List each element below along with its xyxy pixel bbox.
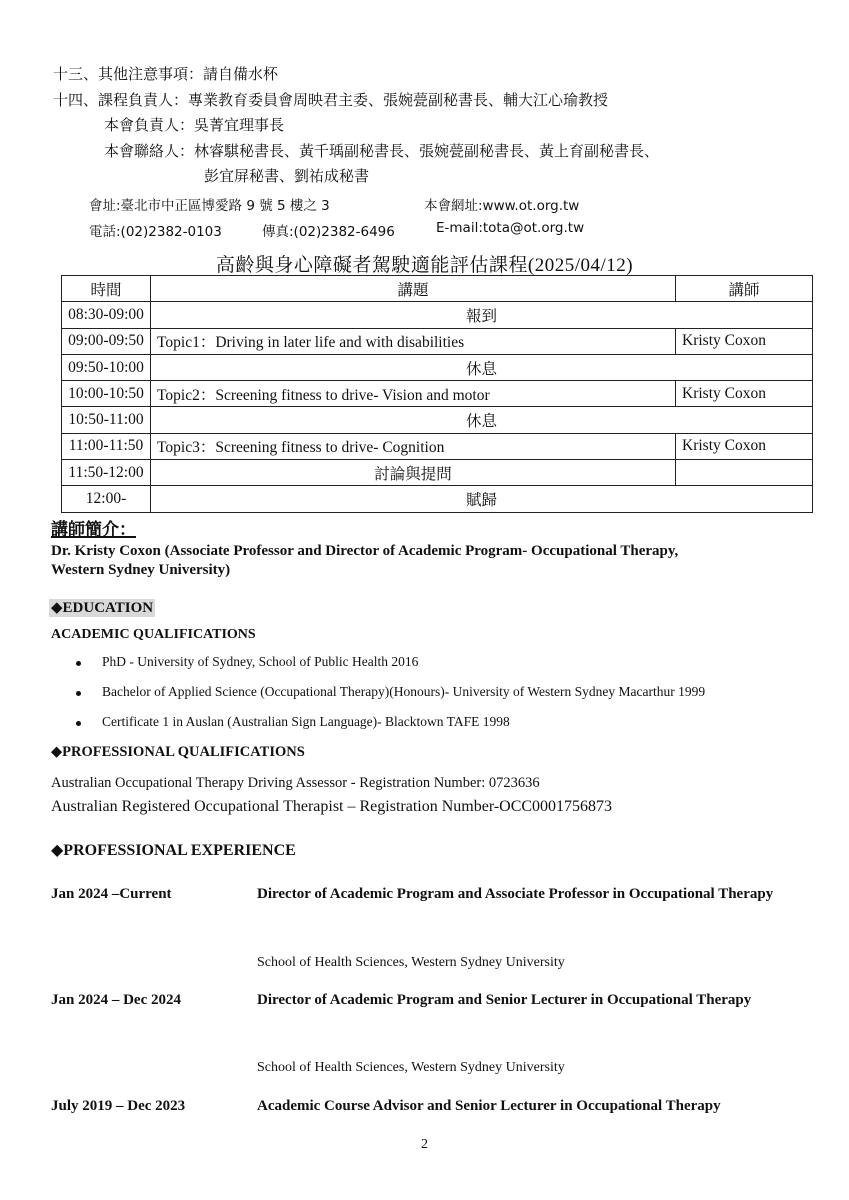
row-topic: 賦歸 [151, 486, 813, 512]
notice-item-13: 十三、其他注意事項：請自備水杯 [53, 67, 279, 83]
registration-ot: Australian Registered Occupational Therapist – Registration Number-OCC0001756873 [51, 798, 613, 815]
row-time: 11:50-12:00 [62, 460, 151, 486]
contact-persons-line1: 本會聯絡人：林睿騏秘書長、黃千瑀副秘書長、張婉甍副秘書長、黃上育副秘書長、 [104, 144, 660, 160]
professional-experience-heading: ◆PROFESSIONAL EXPERIENCE [51, 842, 296, 859]
list-item [76, 654, 705, 684]
header-time: 時間 [62, 276, 151, 302]
email: E-mail:tota@ot.org.tw [436, 220, 585, 236]
table-row [62, 381, 813, 407]
experience-date: Jan 2024 – Dec 2024 [51, 992, 181, 1008]
table-row [62, 460, 813, 486]
registration-driving-assessor: Australian Occupational Therapy Driving Assessor - Registration Number: 0723636 [51, 775, 540, 791]
header-lecturer: 講師 [676, 276, 813, 302]
bullet-icon [76, 661, 81, 666]
row-time: 12:00- [62, 486, 151, 512]
qualification-text: Bachelor of Applied Science (Occupational Therapy)(Honours)- University of Western Sydney Macarthur 1999 [102, 684, 706, 699]
row-topic: 休息 [151, 354, 813, 380]
row-lecturer: Kristy Coxon [676, 381, 813, 407]
experience-title: Director of Academic Program and Senior Lecturer in Occupational Therapy [257, 992, 752, 1008]
experience-org: School of Health Sciences, Western Sydney University [257, 955, 565, 970]
lecturer-section-title: 講師簡介： [51, 520, 136, 539]
experience-date: July 2019 – Dec 2023 [51, 1098, 186, 1114]
experience-date: Jan 2024 –Current [51, 886, 172, 902]
row-time: 10:50-11:00 [62, 407, 151, 433]
row-time: 08:30-09:00 [62, 302, 151, 328]
qualification-text: Certificate 1 in Auslan (Australian Sign Language)- Blacktown TAFE 1998 [102, 714, 510, 729]
row-topic: 報到 [151, 302, 813, 328]
table-row [62, 302, 813, 328]
fax: 傳真:(02)2382-6496 [262, 224, 395, 240]
table-row [62, 433, 813, 459]
list-item [76, 714, 705, 744]
qualification-text: PhD - University of Sydney, School of Public Health 2016 [102, 654, 419, 669]
header-topic: 講題 [151, 276, 676, 302]
address: 會址:臺北市中正區博愛路 9 號 5 樓之 3 [89, 198, 330, 214]
row-time: 10:00-10:50 [62, 381, 151, 407]
website: 本會網址:www.ot.org.tw [424, 198, 580, 214]
row-lecturer [676, 460, 813, 486]
row-topic: Topic3：Screening fitness to drive- Cognition [151, 433, 676, 459]
row-topic: Topic1：Driving in later life and with disabilities [151, 328, 676, 354]
row-lecturer: Kristy Coxon [676, 328, 813, 354]
professional-qualifications-heading: ◆PROFESSIONAL QUALIFICATIONS [51, 744, 305, 760]
bullet-icon [76, 721, 81, 726]
table-header-row [62, 276, 813, 302]
schedule-title: 高齡與身心障礙者駕駛適能評估課程(2025/04/12) [215, 255, 634, 276]
row-time: 11:00-11:50 [62, 433, 151, 459]
schedule-table [61, 275, 813, 513]
list-item [76, 684, 705, 714]
row-time: 09:00-09:50 [62, 328, 151, 354]
table-row [62, 486, 813, 512]
bullet-icon [76, 691, 81, 696]
page-number: 2 [421, 1137, 428, 1152]
experience-title: Academic Course Advisor and Senior Lecturer in Occupational Therapy [257, 1098, 721, 1114]
table-row [62, 407, 813, 433]
notice-item-14: 十四、課程負責人：專業教育委員會周映君主委、張婉甍副秘書長、輔大江心瑜教授 [53, 93, 609, 109]
row-topic: 休息 [151, 407, 813, 433]
row-lecturer: Kristy Coxon [676, 433, 813, 459]
row-topic: Topic2：Screening fitness to drive- Vision and motor [151, 381, 676, 407]
education-label: ◆EDUCATION [51, 600, 154, 616]
experience-org: School of Health Sciences, Western Sydney University [257, 1060, 565, 1075]
academic-qualifications-list [76, 654, 705, 744]
phone: 電話:(02)2382-0103 [89, 224, 222, 240]
contact-persons-line2: 彭宜屏秘書、劉祐成秘書 [204, 169, 370, 185]
row-topic: 討論與提問 [151, 460, 676, 486]
person-in-charge: 本會負責人：吳菁宜理事長 [104, 118, 285, 134]
lecturer-bio-line2: Western Sydney University) [51, 562, 231, 578]
experience-title: Director of Academic Program and Associate Professor in Occupational Therapy [257, 886, 774, 902]
academic-qualifications-heading: ACADEMIC QUALIFICATIONS [51, 627, 256, 642]
education-heading [49, 598, 155, 617]
table-row [62, 354, 813, 380]
lecturer-bio-line1: Dr. Kristy Coxon (Associate Professor and Director of Academic Program- Occupational Therapy, [51, 543, 679, 559]
table-row [62, 328, 813, 354]
row-time: 09:50-10:00 [62, 354, 151, 380]
